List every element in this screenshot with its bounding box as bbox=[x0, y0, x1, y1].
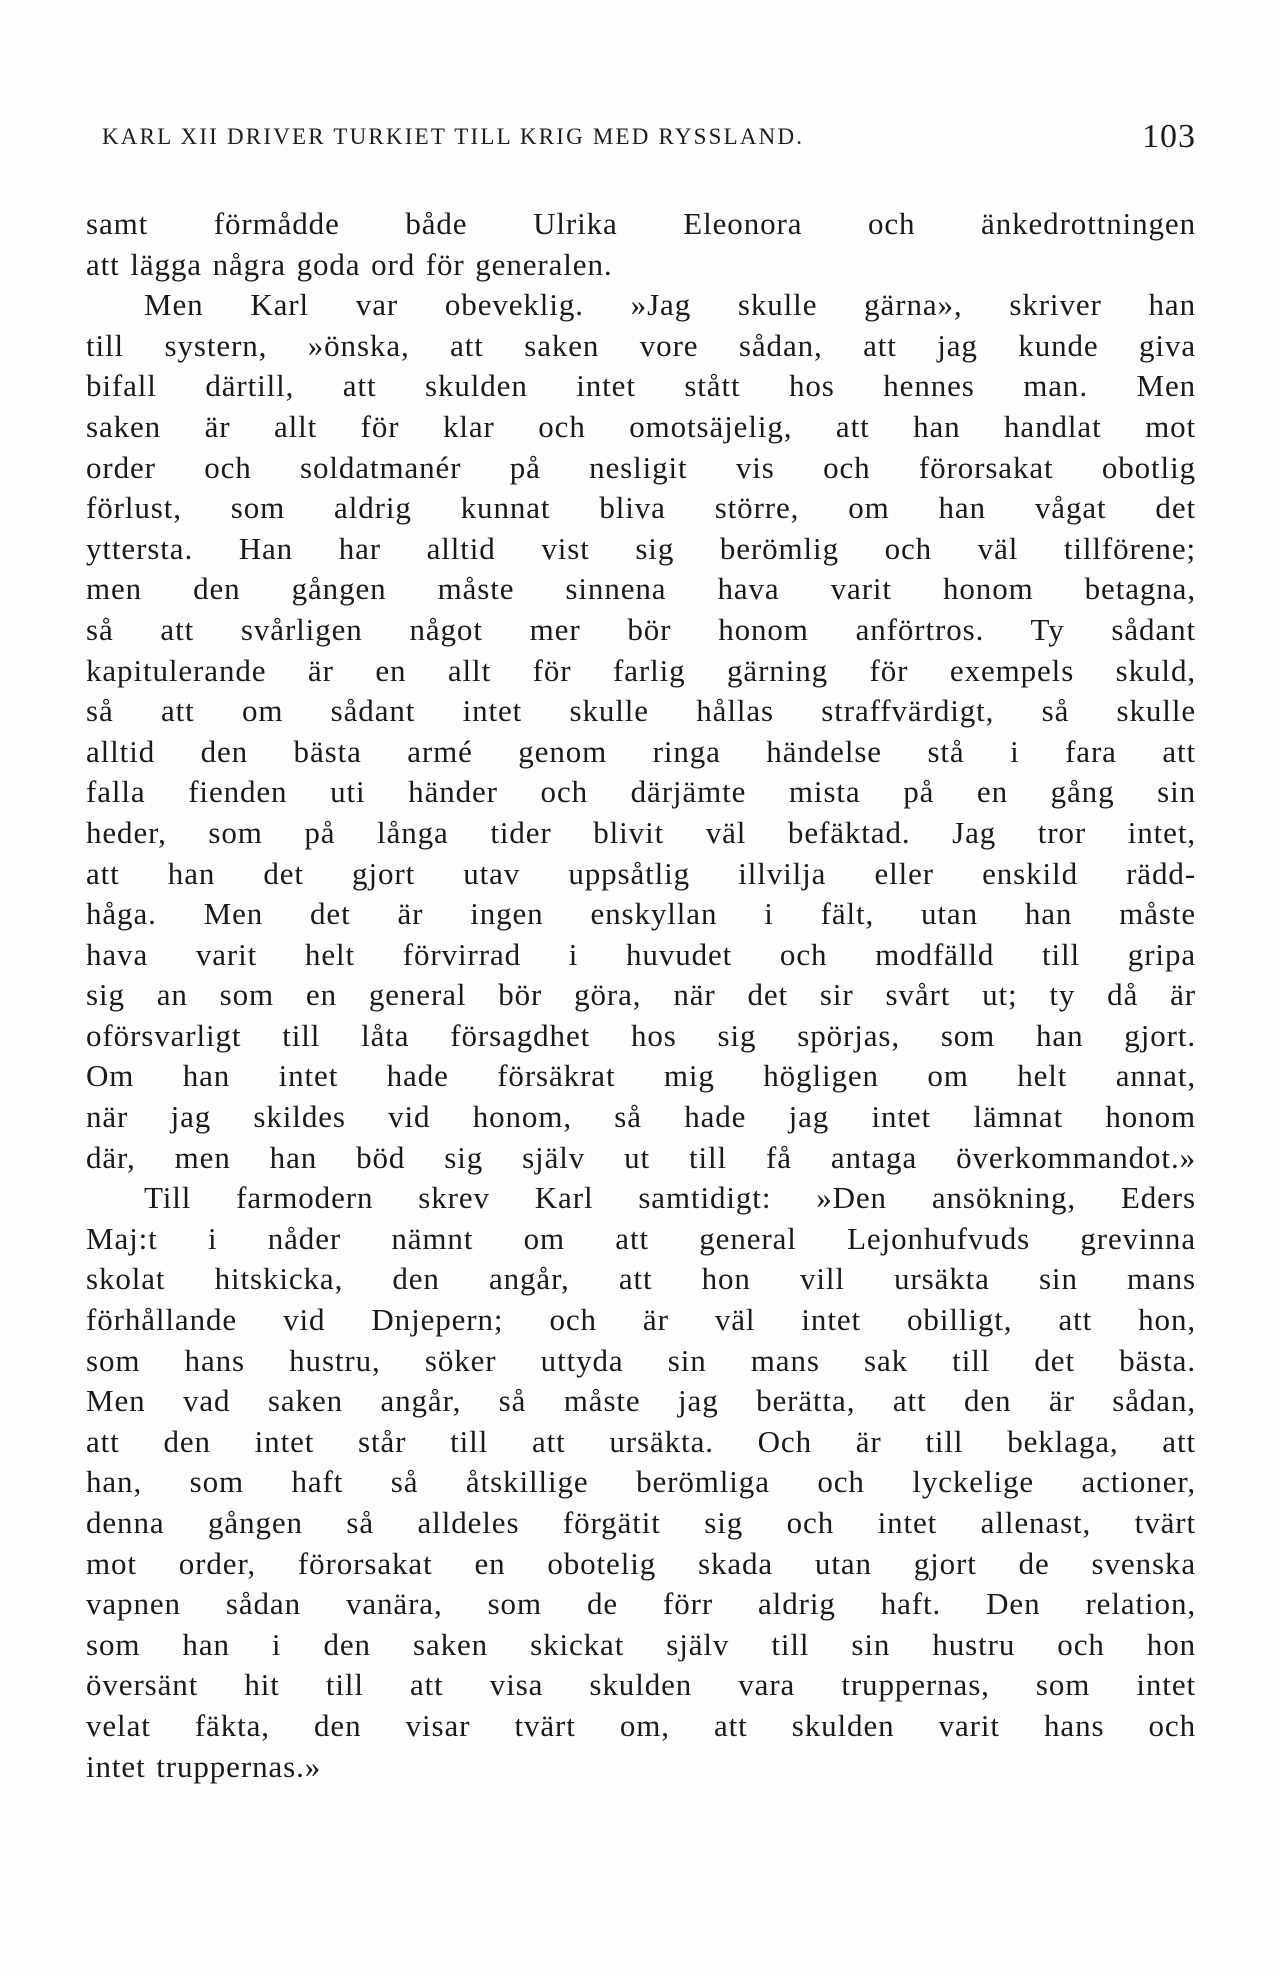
text-line: håga. Men det är ingen enskyllan i fält, utan han måste bbox=[86, 896, 1196, 932]
text-line: när jag skildes vid honom, så hade jag intet lämnat honom bbox=[86, 1099, 1196, 1135]
text-line: mot order, förorsakat en obotelig skada utan gjort de svenska bbox=[86, 1545, 1196, 1581]
text-line: så att om sådant intet skulle hållas straffvärdigt, så skulle bbox=[86, 693, 1196, 729]
text-line: oförsvarligt till låta försagdhet hos sig spörjas, som han gjort. bbox=[86, 1017, 1196, 1053]
text-line: som han i den saken skickat själv till sin hustru och hon bbox=[86, 1626, 1196, 1662]
text-line: förhållande vid Dnjepern; och är väl intet obilligt, att hon, bbox=[86, 1302, 1196, 1338]
text-line: där, men han böd sig själv ut till få antaga överkommandot.» bbox=[86, 1139, 1196, 1175]
text-line: att den intet står till att ursäkta. Och är till beklaga, att bbox=[86, 1423, 1196, 1459]
text-line: sig an som en general bör göra, när det sir svårt ut; ty då är bbox=[86, 977, 1196, 1013]
text-line: Men vad saken angår, så måste jag berätta, att den är sådan, bbox=[86, 1383, 1196, 1419]
text-line: yttersta. Han har alltid vist sig berömlig och väl tillförene; bbox=[86, 530, 1196, 566]
running-head bbox=[102, 118, 1196, 158]
text-line: saken är allt för klar och omotsäjelig, att han handlat mot bbox=[86, 408, 1196, 444]
text-line: order och soldatmanér på nesligit vis och förorsakat obotlig bbox=[86, 449, 1196, 485]
text-line: Men Karl var obeveklig. »Jag skulle gärna», skriver han bbox=[144, 287, 1196, 323]
text-line: han, som haft så åtskillige berömliga och lyckelige actioner, bbox=[86, 1464, 1196, 1500]
text-line: hava varit helt förvirrad i huvudet och modfälld till gripa bbox=[86, 936, 1196, 972]
text-line: att lägga några goda ord för generalen. bbox=[86, 246, 613, 282]
text-line: Maj:t i nåder nämnt om att general Lejonhufvuds grevinna bbox=[86, 1220, 1196, 1256]
text-line: vapnen sådan vanära, som de förr aldrig haft. Den relation, bbox=[86, 1586, 1196, 1622]
text-line: denna gången så alldeles förgätit sig och intet allenast, tvärt bbox=[86, 1505, 1196, 1540]
page-number: 103 bbox=[1142, 118, 1196, 155]
text-line: alltid den bästa armé genom ringa händelse stå i fara att bbox=[86, 733, 1196, 769]
text-line: att han det gjort utav uppsåtlig illvilja eller enskild rädd- bbox=[86, 855, 1196, 891]
text-line: intet truppernas.» bbox=[86, 1748, 322, 1784]
running-title: KARL XII DRIVER TURKIET TILL KRIG MED RYSSLAND. bbox=[102, 124, 805, 149]
text-line: kapitulerande är en allt för farlig gärning för exempels skuld, bbox=[86, 652, 1196, 688]
text-line: översänt hit till att visa skulden vara truppernas, som intet bbox=[86, 1667, 1196, 1703]
text-line: bifall därtill, att skulden intet stått hos hennes man. Men bbox=[86, 368, 1196, 404]
text-line: förlust, som aldrig kunnat bliva större, om han vågat det bbox=[86, 490, 1196, 526]
text-line: så att svårligen något mer bör honom anförtros. Ty sådant bbox=[86, 611, 1196, 647]
body-text bbox=[86, 204, 1196, 1787]
text-line: till systern, »önska, att saken vore sådan, att jag kunde giva bbox=[86, 327, 1196, 363]
text-line: falla fienden uti händer och därjämte mista på en gång sin bbox=[86, 774, 1196, 810]
text-line: velat fäkta, den visar tvärt om, att skulden varit hans och bbox=[86, 1707, 1196, 1743]
text-line: Till farmodern skrev Karl samtidigt: »Den ansökning, Eders bbox=[144, 1180, 1196, 1216]
text-line: som hans hustru, söker uttyda sin mans sak till det bästa. bbox=[86, 1342, 1196, 1378]
text-line: Om han intet hade försäkrat mig högligen om helt annat, bbox=[86, 1058, 1196, 1094]
text-line: heder, som på långa tider blivit väl befäktad. Jag tror intet, bbox=[86, 814, 1196, 850]
text-line: men den gången måste sinnena hava varit honom betagna, bbox=[86, 571, 1196, 607]
text-line: skolat hitskicka, den angår, att hon vill ursäkta sin mans bbox=[86, 1261, 1196, 1297]
text-line: samt förmådde både Ulrika Eleonora och änkedrottningen bbox=[86, 206, 1196, 241]
